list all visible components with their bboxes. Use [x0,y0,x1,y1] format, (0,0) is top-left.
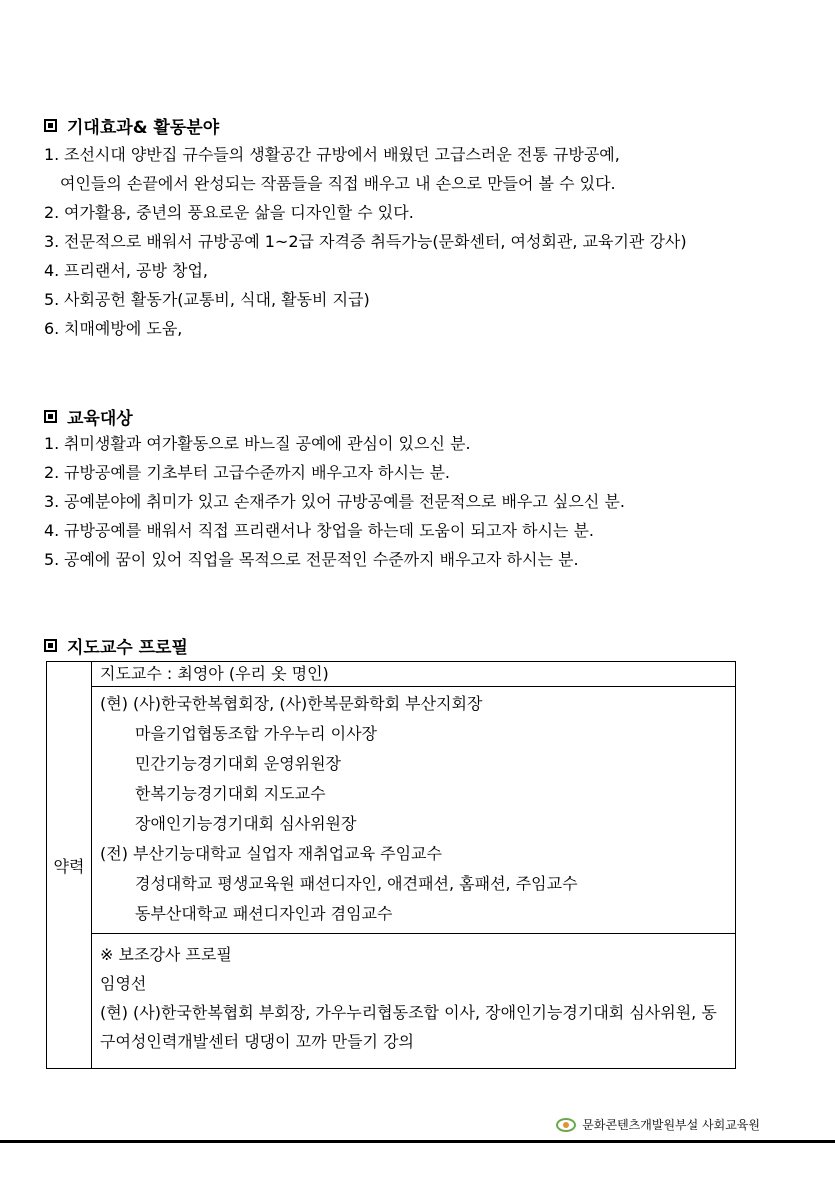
career-line: 마을기업협동조합 가우누리 이사장 [135,724,378,743]
list-item: 3. 공예분야에 취미가 있고 손재주가 있어 규방공예를 전문적으로 배우고 싶으신 분. [44,492,625,511]
section-title-target: 교육대상 [44,404,133,429]
instructor-name: 지도교수 : 최영아 (우리 옷 명인) [100,664,329,683]
square-bullet-icon [44,639,57,652]
target-list [44,429,804,574]
career-cell [92,687,736,934]
square-bullet-icon [44,410,57,423]
list-item: 1. 취미생활과 여가활동으로 바느질 공예에 관심이 있으신 분. [44,434,471,453]
career-line: 한복기능경기대회 지도교수 [135,784,326,803]
career-line: 민간기능경기대회 운영위원장 [135,754,342,773]
footer-divider [0,1140,835,1143]
profile-table [46,661,736,1069]
list-item: 4. 프리랜서, 공방 창업, [44,261,208,280]
assistant-heading: ※ 보조강사 프로필 [100,945,232,964]
list-item: 4. 규방공예를 배워서 직접 프리랜서나 창업을 하는데 도움이 되고자 하시는 분. [44,521,594,540]
list-item: 2. 여가활용, 중년의 풍요로운 삶을 디자인할 수 있다. [44,203,414,222]
list-item: 6. 치매예방에 도움, [44,319,183,338]
career-line: (현) (사)한국한복협회장, (사)한복문화학회 부산지회장 [100,694,483,713]
career-line: (전) 부산기능대학교 실업자 재취업교육 주임교수 [100,844,442,863]
career-line: 장애인기능경기대회 심사위원장 [135,814,357,833]
list-item: 5. 공예에 꿈이 있어 직업을 목적으로 전문적인 수준까지 배우고자 하시는 분. [44,550,579,569]
section-title-effects: 기대효과& 활동분야 [44,113,219,138]
instructor-cell [92,662,736,687]
org-logo-icon [556,1118,576,1132]
assistant-name: 임영선 [100,974,147,993]
assistant-cell [92,934,736,1069]
profile-label: 약력 [47,662,92,1069]
list-item: 5. 사회공헌 활동가(교통비, 식대, 활동비 지급) [44,290,370,309]
list-item: 3. 전문적으로 배워서 규방공예 1~2급 자격증 취득가능(문화센터, 여성회관, 교육기관 강사) [44,232,687,251]
section-title-profile: 지도교수 프로필 [44,633,188,658]
assistant-description: (현) (사)한국한복협회 부회장, 가우누리협동조합 이사, 장애인기능경기대회 심사위원, 동구여성인력개발센터 댕댕이 꼬까 만들기 강의 [100,1003,717,1051]
square-bullet-icon [44,119,57,132]
career-line: 동부산대학교 패션디자인과 겸임교수 [135,904,393,923]
footer-org: 문화콘텐츠개발원부설 사회교육원 [582,1118,760,1132]
footer [556,1116,760,1133]
effects-list [44,140,804,343]
career-line: 경성대학교 평생교육원 패션디자인, 애견패션, 홈패션, 주임교수 [135,874,578,893]
list-item: 2. 규방공예를 기초부터 고급수준까지 배우고자 하시는 분. [44,463,451,482]
list-item: 1. 조선시대 양반집 규수들의 생활공간 규방에서 배웠던 고급스러운 전통 규방공예, 여인들의 손끝에서 완성되는 작품들을 직접 배우고 내 손으로 만들어 볼 수 있다. [44,145,620,193]
